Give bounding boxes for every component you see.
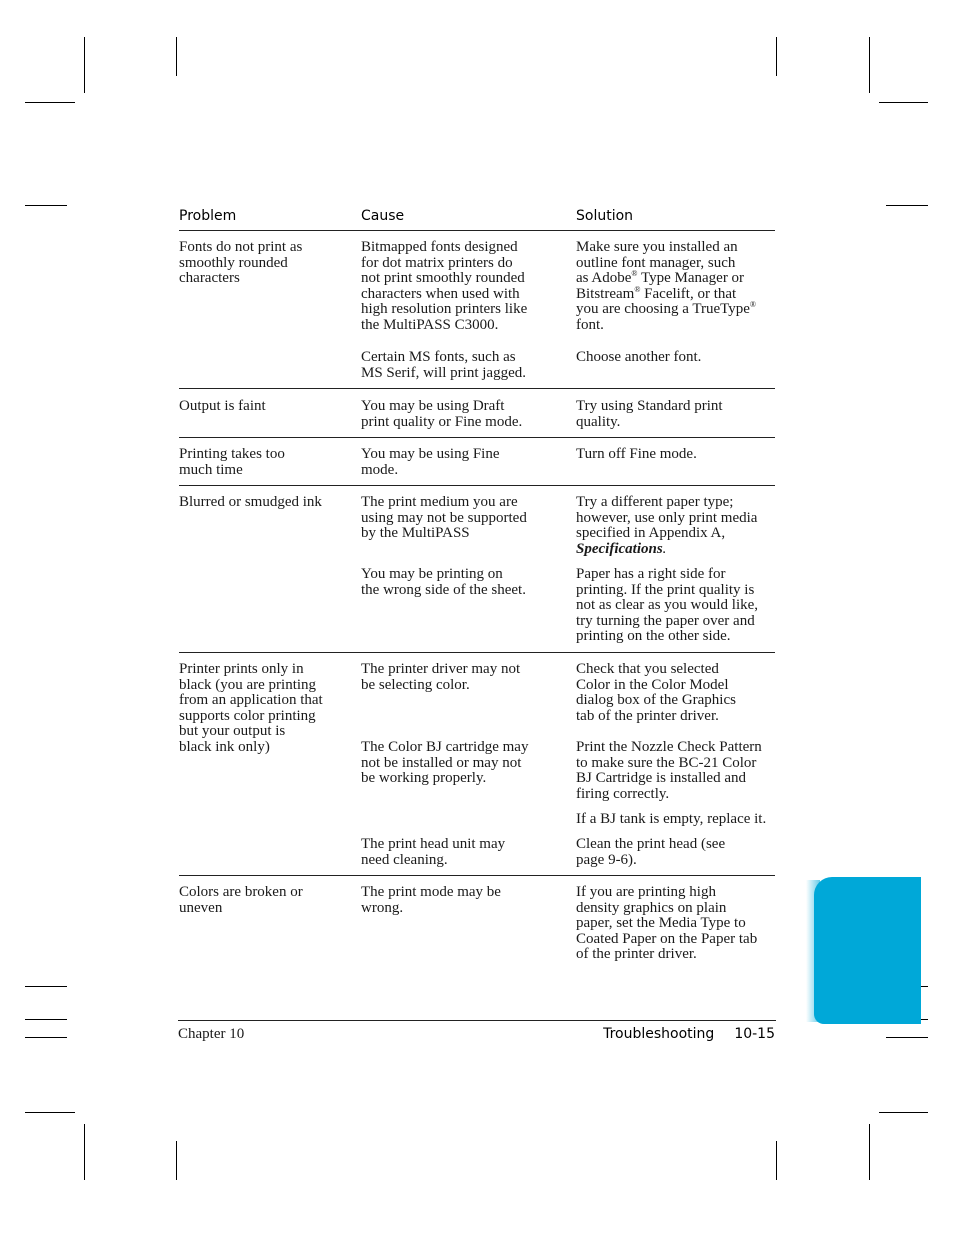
crop-mark [869,37,870,93]
table-rule [179,652,775,653]
crop-mark [176,1141,177,1180]
column-header-solution: Solution [576,208,634,224]
crop-mark [25,205,67,206]
table-rule [179,875,775,876]
page-number: 10-15 [734,1026,775,1042]
footer-section [603,1026,775,1042]
solution-cell: Turn off Fine mode. [576,446,697,462]
crop-mark [25,986,67,987]
cause-cell: The Color BJ cartridge may not be installed or may not be working properly. [361,739,529,786]
problem-cell: Output is faint [179,398,266,414]
cause-cell: The print mode may be wrong. [361,884,501,916]
crop-mark [25,1037,67,1038]
cause-cell: The printer driver may not be selecting color. [361,661,521,693]
column-header-cause: Cause [361,208,405,224]
cause-cell: You may be using Draft print quality or Fine mode. [361,398,523,430]
crop-mark [84,37,85,93]
problem-cell: Printing takes too much time [179,446,285,478]
registered-mark: ® [634,284,641,294]
registered-mark: ® [631,269,638,278]
registered-mark: ® [749,300,756,309]
specifications-emphasis: Specifications [576,540,663,557]
cause-cell: You may be using Fine mode. [361,446,500,478]
table-rule [179,388,775,389]
crop-mark [776,37,777,76]
crop-mark [25,102,75,103]
footer-section-title: Troubleshooting [603,1026,715,1042]
cause-cell: You may be printing on the wrong side of the sheet. [361,566,526,598]
crop-mark [25,1019,67,1020]
crop-mark [879,102,928,103]
cause-cell: The print head unit may need cleaning. [361,836,506,868]
solution-cell: Check that you selected Color in the Color Model dialog box of the Graphics tab of the printer driver. [576,661,736,724]
solution-cell: Make sure you installed an outline font manager, such as Adobe® Type Manager or Bitstream® Facelift, or that you are choosing a TrueType® font. [576,239,756,333]
crop-mark [176,37,177,76]
solution-cell: If you are printing high density graphics on plain paper, set the Media Type to Coated Paper on the Paper tab of the printer driver. [576,884,758,962]
solution-cell: Try using Standard print quality. [576,398,723,430]
crop-mark [25,1112,75,1113]
crop-mark [84,1124,85,1180]
crop-mark [886,205,928,206]
table-rule [179,230,775,231]
problem-cell: Colors are broken or uneven [179,884,303,916]
solution-cell: Choose another font. [576,349,702,365]
crop-mark [879,1112,928,1113]
table-rule [179,437,775,438]
chapter-thumb-tab [814,877,921,1024]
problem-cell: Blurred or smudged ink [179,494,322,510]
crop-mark [886,1037,928,1038]
problem-cell: Printer prints only in black (you are printing from an application that supports color printing but your output is black ink only) [179,661,323,755]
solution-cell: Clean the print head (see page 9-6). [576,836,726,868]
cause-cell: Bitmapped fonts designed for dot matrix printers do not print smoothly rounded characters when used with high resolution printers like the MultiPASS C3000. [361,239,528,333]
table-rule [179,485,775,486]
cause-cell: Certain MS fonts, such as MS Serif, will print jagged. [361,349,526,381]
cause-cell: The print medium you are using may not be supported by the MultiPASS [361,494,527,541]
solution-cell: If a BJ tank is empty, replace it. [576,811,767,827]
footer-chapter: Chapter 10 [178,1026,245,1042]
crop-mark [776,1141,777,1180]
solution-cell: Paper has a right side for printing. If the print quality is not as clear as you would like, try turning the paper over and printing on the other side. [576,566,759,644]
solution-cell: Print the Nozzle Check Pattern to make sure the BC-21 Color BJ Cartridge is installed and firing correctly. [576,739,762,802]
column-header-problem: Problem [179,208,237,224]
problem-cell: Fonts do not print as smoothly rounded characters [179,239,303,286]
solution-cell: Try a different paper type; however, use only print media specified in Appendix A, Specifications. [576,494,758,557]
crop-mark [869,1124,870,1180]
footer-rule [178,1020,776,1021]
